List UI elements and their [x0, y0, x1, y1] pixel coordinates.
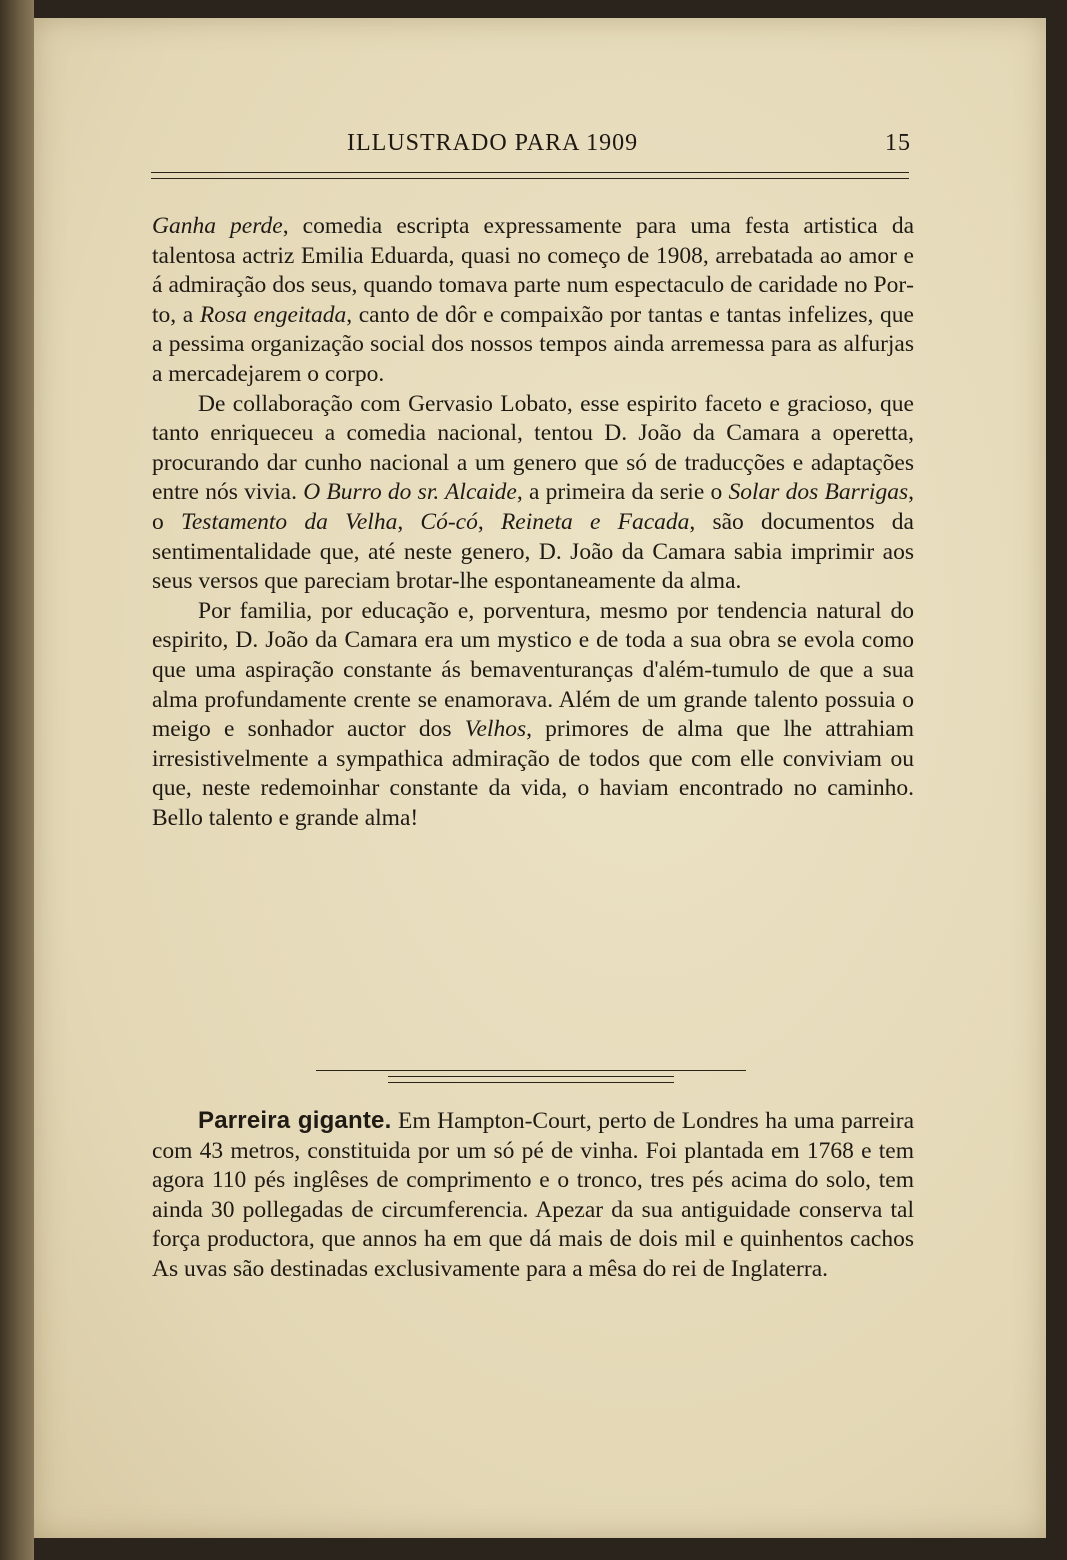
play-title-co-co: Có-có — [420, 508, 478, 535]
play-title-solar-barrigas: Solar dos Barrigas — [728, 479, 909, 506]
article-title: Parreira gigante. — [198, 1107, 392, 1134]
section-divider-middle — [388, 1076, 674, 1077]
play-title-rosa-engeitada: Rosa engeitada — [199, 301, 347, 328]
play-title-burro-alcaide: O Burro do sr. Alcaide — [303, 479, 517, 506]
article-parreira-gigante — [152, 1106, 914, 1285]
paragraph-2: De collaboração com Gervasio Lobato, esse espirito faceto e gracioso, que tanto enriqueceu a comedia nacional, tentou D. João da Camara a operetta, procurando dar cunho nacional a um genero que só de traducções e adaptações entre nós vivia. O Burro do sr. Alcaide, a primeira da serie o Solar dos Barrigas, o Testamento da Velha, Có-có, Reineta e Facada, são documentos da sentimentalidade que, até neste genero, D. João da Camara sabia imprimir aos seus versos que pareciam brotar-lhe espontaneamente da alma. — [152, 390, 914, 595]
running-title: ILLUSTRADO PARA 1909 — [347, 130, 639, 156]
play-title-ganha-perde: Ganha perde — [152, 213, 283, 239]
section-divider-bottom — [388, 1082, 674, 1083]
book-spine — [0, 0, 34, 1560]
header-double-rule — [151, 172, 909, 179]
play-title-testamento-velha: Testamento da Velha — [180, 508, 398, 535]
section-divider-top — [316, 1070, 746, 1071]
play-title-reineta-facada: Reineta e Facada — [500, 508, 690, 535]
paragraph-1: Ganha perde, comedia escripta expressamente para uma festa artistica da talentosa actriz Emilia Eduarda, quasi no começo de 1908, arrebatada ao amor e á admiração dos seus, quando tomava parte num espectaculo de caridade no Porto, a Rosa engeitada, canto de dôr e compaixão por tantas e tantas infelizes, que a pessima organização social dos nossos tempos ainda arremessa para as alfurjas a mercadejarem o corpo. — [152, 213, 914, 387]
play-title-velhos: Velhos — [464, 716, 527, 743]
article-joao-da-camara — [152, 212, 914, 833]
running-header — [119, 118, 911, 154]
paragraph-3: Por familia, por educação e, porventura, mesmo por tendencia natural do espirito, D. João da Camara era um mystico e de toda a sua obra se evola como que uma aspiração constante ás bemaventuranças d'além-tumulo de que a sua alma profundamente crente se enamorava. Além de um grande talento possuia o meigo e sonhador auctor dos Velhos, primores de alma que lhe attrahiam irresistivelmente a sympathica admiração de todos que com elle conviviam ou que, neste redemoinhar constante da vida, o haviam encontrado no caminho. Bello talento e grande alma! — [152, 597, 914, 831]
page-number: 15 — [885, 130, 911, 156]
paragraph-parreira: Parreira gigante. Em Hampton-Court, perto de Londres ha uma parreira com 43 metros, constituida por um só pé de vinha. Foi plantada em 1768 e tem agora 110 pés inglêses de comprimento e o tronco, tres pés acima do solo, tem ainda 30 pollegadas de circumferencia. Apezar da sua antiguidade conserva tal força productora, que annos ha em que dá mais de dois mil e quinhentos cachos As uvas são destinadas exclusivamente para a mêsa do rei de Inglaterra. — [152, 1107, 915, 1282]
